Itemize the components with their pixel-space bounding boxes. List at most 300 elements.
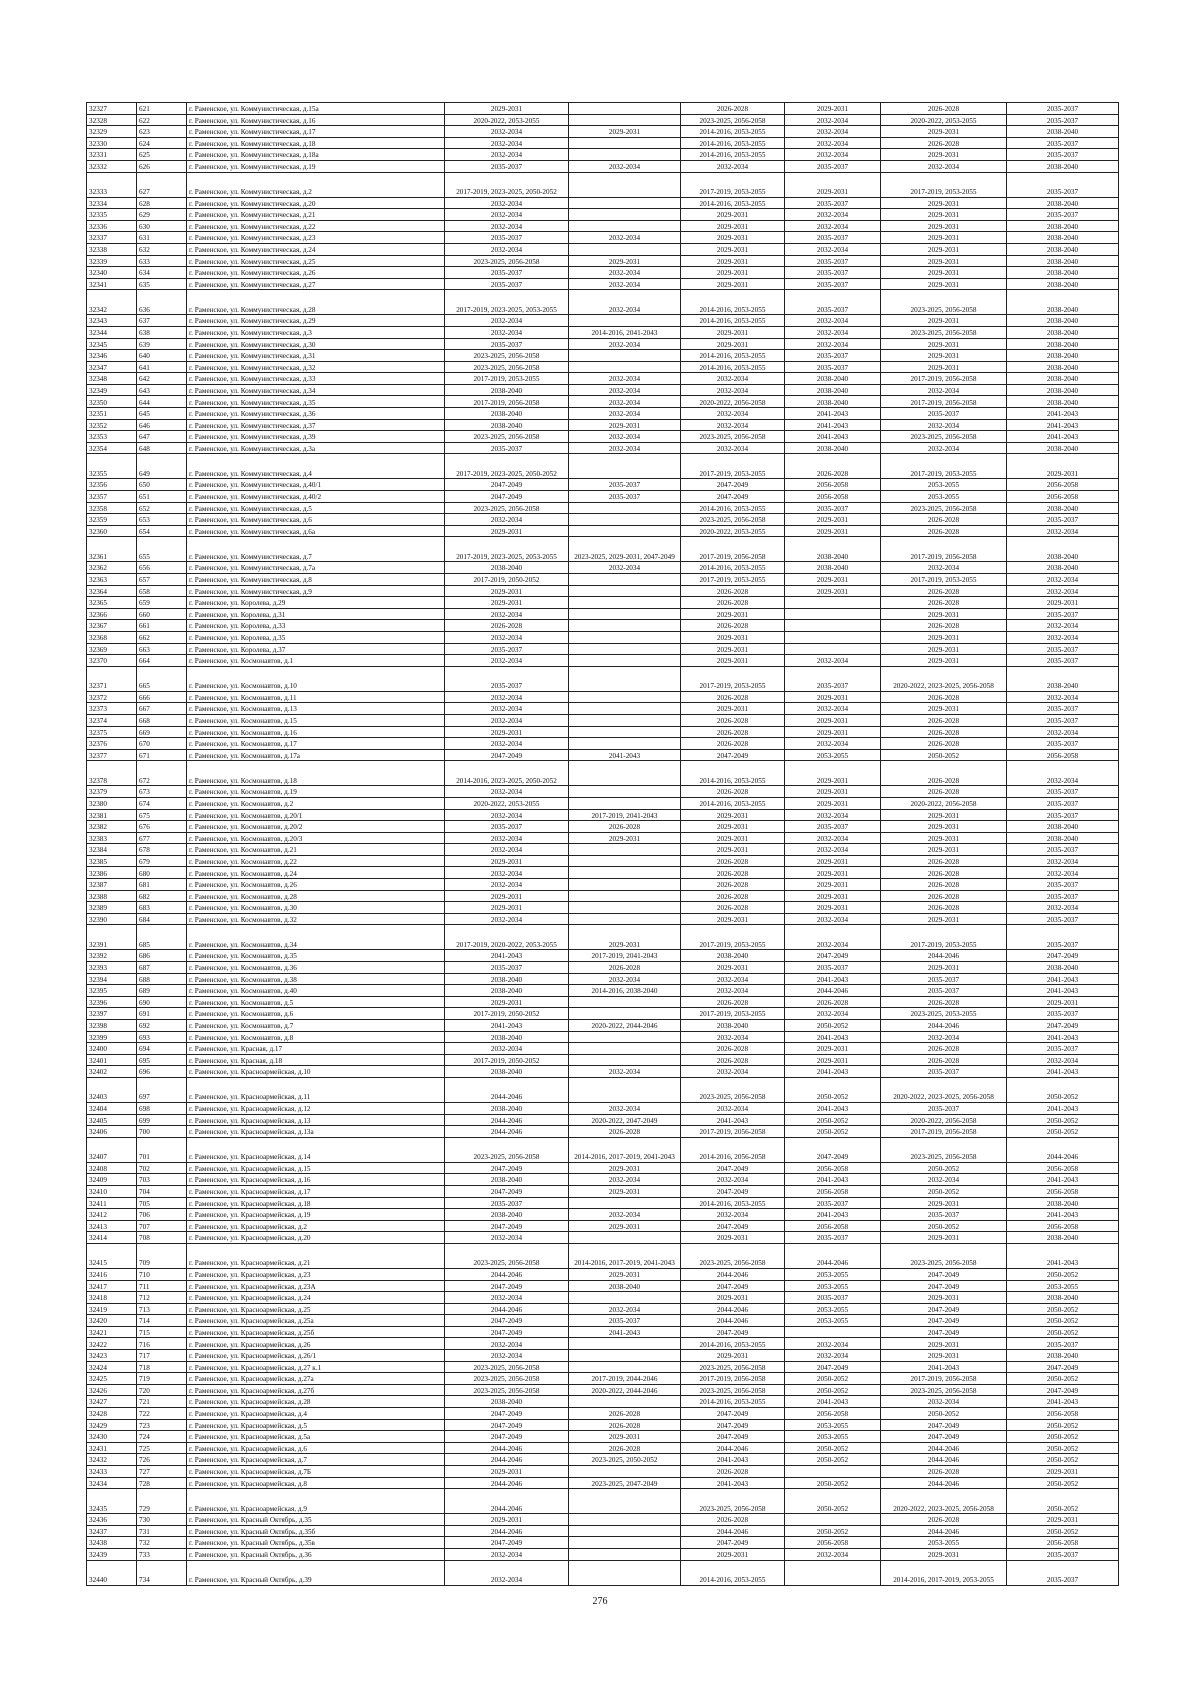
cell-period-1: 2017-2019, 2023-2025, 2053-2055 [445,290,569,315]
cell-period-5: 2029-2031 [881,255,1007,267]
cell-row-number: 653 [137,514,187,526]
table-row [87,1197,1119,1209]
cell-period-1: 2044-2046 [445,1303,569,1315]
cell-period-1: 2032-2034 [445,809,569,821]
cell-period-6: 2035-2037 [1007,738,1119,750]
table-row [87,996,1119,1008]
table-row [87,278,1119,290]
cell-period-6: 2032-2034 [1007,867,1119,879]
cell-period-1: 2029-2031 [445,585,569,597]
cell-period-1: 2032-2034 [445,209,569,221]
cell-period-3: 2026-2028 [681,1054,785,1066]
cell-period-5: 2023-2025, 2056-2058 [881,1243,1007,1268]
cell-period-4: 2032-2034 [785,809,881,821]
cell-period-4: 2038-2040 [785,562,881,574]
cell-record-id: 32341 [87,278,137,290]
cell-row-number: 687 [137,962,187,974]
cell-period-6: 2035-2037 [1007,809,1119,821]
cell-address: г. Раменское, ул. Красноармейская, д.27а [187,1373,445,1385]
cell-record-id: 32385 [87,855,137,867]
cell-record-id: 32419 [87,1303,137,1315]
cell-period-5: 2050-2052 [881,749,1007,761]
cell-period-5: 2026-2028 [881,761,1007,786]
table-row [87,786,1119,798]
cell-period-2: 2029-2031 [569,1220,681,1232]
cell-address: г. Раменское, ул. Красноармейская, д.25 [187,1303,445,1315]
table-row [87,361,1119,373]
cell-period-2: 2029-2031 [569,419,681,431]
cell-period-4: 2050-2052 [785,1525,881,1537]
cell-row-number: 718 [137,1361,187,1373]
cell-address: г. Раменское, ул. Красноармейская, д.23 [187,1268,445,1280]
cell-period-4: 2038-2040 [785,384,881,396]
cell-period-1: 2047-2049 [445,1419,569,1431]
cell-address: г. Раменское, ул. Космонавтов, д.16 [187,726,445,738]
cell-period-1: 2023-2025, 2056-2058 [445,1243,569,1268]
cell-period-3: 2026-2028 [681,714,785,726]
cell-period-3: 2044-2046 [681,1268,785,1280]
cell-address: г. Раменское, ул. Космонавтов, д.10 [187,666,445,691]
cell-period-6: 2050-2052 [1007,1077,1119,1102]
cell-address: г. Раменское, ул. Космонавтов, д.20/3 [187,832,445,844]
table-row [87,1043,1119,1055]
cell-period-4: 2053-2055 [785,1303,881,1315]
cell-row-number: 662 [137,631,187,643]
cell-period-3: 2029-2031 [681,278,785,290]
cell-period-4: 2038-2040 [785,373,881,385]
cell-period-1: 2044-2046 [445,1477,569,1489]
cell-period-6: 2041-2043 [1007,973,1119,985]
cell-record-id: 32357 [87,491,137,503]
table-row [87,1408,1119,1420]
table-row [87,491,1119,503]
cell-address: г. Раменское, ул. Красноармейская, д.9 [187,1489,445,1514]
cell-row-number: 660 [137,608,187,620]
cell-record-id: 32393 [87,962,137,974]
table-row [87,1431,1119,1443]
cell-row-number: 680 [137,867,187,879]
table-row [87,844,1119,856]
table-row [87,1054,1119,1066]
cell-period-2: 2032-2034 [569,290,681,315]
cell-period-3: 2023-2025, 2056-2058 [681,431,785,443]
cell-period-5: 2014-2016, 2017-2019, 2053-2055 [881,1560,1007,1585]
cell-record-id: 32366 [87,608,137,620]
cell-period-2: 2032-2034 [569,1066,681,1078]
table-row [87,1280,1119,1292]
cell-row-number: 732 [137,1537,187,1549]
cell-period-5: 2050-2052 [881,1408,1007,1420]
cell-period-1: 2017-2019, 2023-2025, 2050-2052 [445,172,569,197]
cell-record-id: 32411 [87,1197,137,1209]
cell-record-id: 32414 [87,1232,137,1244]
cell-period-4: 2044-2046 [785,1243,881,1268]
cell-period-1: 2032-2034 [445,786,569,798]
table-row [87,726,1119,738]
cell-period-4: 2035-2037 [785,278,881,290]
cell-address: г. Раменское, ул. Красноармейская, д.24 [187,1292,445,1304]
cell-period-1: 2023-2025, 2056-2058 [445,255,569,267]
table-row [87,608,1119,620]
cell-period-2 [569,797,681,809]
cell-row-number: 622 [137,114,187,126]
cell-period-5: 2053-2055 [881,491,1007,503]
cell-period-3: 2014-2016, 2053-2055 [681,315,785,327]
cell-address: г. Раменское, ул. Коммунистическая, д.6 [187,514,445,526]
cell-period-5: 2029-2031 [881,126,1007,138]
cell-period-5: 2017-2019, 2056-2058 [881,396,1007,408]
cell-period-2 [569,1338,681,1350]
cell-period-5: 2023-2025, 2056-2058 [881,290,1007,315]
cell-period-5: 2029-2031 [881,278,1007,290]
cell-period-1: 2038-2040 [445,1396,569,1408]
cell-period-1: 2038-2040 [445,419,569,431]
cell-row-number: 648 [137,442,187,454]
cell-period-3: 2023-2025, 2056-2058 [681,514,785,526]
cell-row-number: 690 [137,996,187,1008]
cell-period-3: 2038-2040 [681,950,785,962]
cell-period-6: 2038-2040 [1007,338,1119,350]
cell-row-number: 638 [137,326,187,338]
cell-record-id: 32429 [87,1419,137,1431]
table-row [87,1537,1119,1549]
cell-period-1: 2032-2034 [445,514,569,526]
cell-period-4: 2029-2031 [785,797,881,809]
cell-period-4: 2032-2034 [785,220,881,232]
cell-period-3: 2029-2031 [681,703,785,715]
cell-period-4: 2035-2037 [785,255,881,267]
cell-period-6: 2038-2040 [1007,220,1119,232]
cell-record-id: 32425 [87,1373,137,1385]
cell-period-1: 2023-2025, 2056-2058 [445,1384,569,1396]
cell-address: г. Раменское, ул. Красноармейская, д.5а [187,1431,445,1443]
cell-period-4: 2032-2034 [785,925,881,950]
cell-period-3: 2014-2016, 2053-2055 [681,761,785,786]
cell-period-3: 2023-2025, 2056-2058 [681,1243,785,1268]
cell-row-number: 675 [137,809,187,821]
cell-period-2: 2038-2040 [569,1280,681,1292]
cell-address: г. Раменское, ул. Коммунистическая, д.17 [187,126,445,138]
cell-row-number: 655 [137,537,187,562]
cell-period-4: 2026-2028 [785,996,881,1008]
cell-row-number: 671 [137,749,187,761]
cell-period-6: 2047-2049 [1007,950,1119,962]
cell-period-4: 2050-2052 [785,1373,881,1385]
cell-period-2 [569,502,681,514]
table-row [87,419,1119,431]
cell-period-3: 2020-2022, 2056-2058 [681,396,785,408]
cell-address: г. Раменское, ул. Красноармейская, д.2 [187,1220,445,1232]
cell-period-6: 2056-2058 [1007,1185,1119,1197]
table-row [87,514,1119,526]
cell-record-id: 32408 [87,1162,137,1174]
cell-address: г. Раменское, ул. Космонавтов, д.17а [187,749,445,761]
cell-period-6: 2041-2043 [1007,985,1119,997]
cell-period-2 [569,149,681,161]
table-row [87,1174,1119,1186]
cell-row-number: 621 [137,103,187,115]
cell-period-2: 2026-2028 [569,962,681,974]
cell-period-2 [569,786,681,798]
cell-period-3: 2038-2040 [681,1020,785,1032]
cell-row-number: 716 [137,1338,187,1350]
cell-row-number: 679 [137,855,187,867]
cell-period-2: 2032-2034 [569,338,681,350]
cell-period-4: 2041-2043 [785,1396,881,1408]
table-row [87,879,1119,891]
cell-period-2 [569,1466,681,1478]
table-row [87,103,1119,115]
cell-period-2 [569,1232,681,1244]
cell-period-6: 2035-2037 [1007,1008,1119,1020]
cell-record-id: 32340 [87,267,137,279]
cell-period-1: 2038-2040 [445,1174,569,1186]
cell-period-1: 2023-2025, 2056-2058 [445,502,569,514]
cell-period-3: 2047-2049 [681,1326,785,1338]
table-row [87,925,1119,950]
cell-period-1: 2023-2025, 2056-2058 [445,350,569,362]
cell-period-1: 2032-2034 [445,197,569,209]
cell-period-5: 2029-2031 [881,655,1007,667]
cell-period-2: 2035-2037 [569,479,681,491]
cell-row-number: 654 [137,525,187,537]
cell-period-4: 2032-2034 [785,913,881,925]
cell-period-6: 2029-2031 [1007,597,1119,609]
cell-period-3: 2014-2016, 2053-2055 [681,1396,785,1408]
cell-period-2: 2041-2043 [569,749,681,761]
cell-row-number: 727 [137,1466,187,1478]
cell-row-number: 700 [137,1126,187,1138]
cell-record-id: 32343 [87,315,137,327]
cell-row-number: 691 [137,1008,187,1020]
cell-address: г. Раменское, ул. Красноармейская, д.25б [187,1326,445,1338]
cell-address: г. Раменское, ул. Красный Октябрь, д.39 [187,1560,445,1585]
cell-period-2: 2029-2031 [569,1431,681,1443]
cell-period-2: 2029-2031 [569,1185,681,1197]
cell-period-2 [569,1292,681,1304]
cell-period-3: 2014-2016, 2053-2055 [681,562,785,574]
cell-period-4: 2029-2031 [785,574,881,586]
cell-period-6: 2056-2058 [1007,749,1119,761]
cell-period-6: 2035-2037 [1007,209,1119,221]
cell-record-id: 32437 [87,1525,137,1537]
cell-period-2 [569,315,681,327]
cell-period-6: 2029-2031 [1007,454,1119,479]
cell-period-4: 2053-2055 [785,1268,881,1280]
table-row [87,962,1119,974]
cell-period-5: 2029-2031 [881,315,1007,327]
cell-period-1: 2035-2037 [445,1197,569,1209]
table-row [87,267,1119,279]
cell-row-number: 733 [137,1548,187,1560]
cell-period-1: 2047-2049 [445,1185,569,1197]
cell-period-3: 2014-2016, 2053-2055 [681,1197,785,1209]
cell-period-6: 2038-2040 [1007,326,1119,338]
cell-period-1: 2023-2025, 2056-2058 [445,1361,569,1373]
cell-record-id: 32363 [87,574,137,586]
cell-period-3: 2026-2028 [681,726,785,738]
cell-record-id: 32332 [87,160,137,172]
cell-period-3: 2017-2019, 2053-2055 [681,666,785,691]
cell-period-3: 2029-2031 [681,255,785,267]
cell-period-5: 2029-2031 [881,1350,1007,1362]
cell-row-number: 652 [137,502,187,514]
cell-period-6: 2035-2037 [1007,1338,1119,1350]
cell-record-id: 32426 [87,1384,137,1396]
cell-period-6: 2050-2052 [1007,1525,1119,1537]
cell-period-4: 2041-2043 [785,431,881,443]
cell-period-4: 2029-2031 [785,786,881,798]
cell-period-5: 2029-2031 [881,1548,1007,1560]
cell-period-6: 2041-2043 [1007,1174,1119,1186]
cell-period-3: 2026-2028 [681,890,785,902]
cell-period-4: 2035-2037 [785,821,881,833]
cell-period-1: 2044-2046 [445,1442,569,1454]
cell-address: г. Раменское, ул. Космонавтов, д.18 [187,761,445,786]
cell-address: г. Раменское, ул. Королева, д.29 [187,597,445,609]
cell-period-1: 2032-2034 [445,703,569,715]
cell-record-id: 32352 [87,419,137,431]
cell-period-5: 2044-2046 [881,1525,1007,1537]
cell-row-number: 634 [137,267,187,279]
cell-record-id: 32389 [87,902,137,914]
cell-period-4: 2056-2058 [785,479,881,491]
cell-period-6: 2038-2040 [1007,1197,1119,1209]
cell-period-4: 2032-2034 [785,243,881,255]
cell-address: г. Раменское, ул. Красноармейская, д.18 [187,1197,445,1209]
cell-row-number: 625 [137,149,187,161]
cell-period-5: 2047-2049 [881,1280,1007,1292]
cell-period-2 [569,867,681,879]
cell-period-4: 2035-2037 [785,290,881,315]
cell-period-3: 2032-2034 [681,985,785,997]
cell-period-2: 2014-2016, 2017-2019, 2041-2043 [569,1137,681,1162]
cell-row-number: 657 [137,574,187,586]
cell-period-1: 2032-2034 [445,1043,569,1055]
cell-period-4 [785,608,881,620]
cell-period-2: 2014-2016, 2041-2043 [569,326,681,338]
table-row [87,1126,1119,1138]
table-row [87,1361,1119,1373]
cell-record-id: 32329 [87,126,137,138]
cell-period-6: 2053-2055 [1007,1280,1119,1292]
cell-period-5: 2029-2031 [881,361,1007,373]
table-row [87,1020,1119,1032]
cell-period-2 [569,913,681,925]
cell-address: г. Раменское, ул. Коммунистическая, д.18а [187,149,445,161]
cell-period-4: 2029-2031 [785,714,881,726]
cell-record-id: 32409 [87,1174,137,1186]
cell-period-6: 2038-2040 [1007,232,1119,244]
cell-period-1: 2047-2049 [445,1220,569,1232]
cell-period-4: 2029-2031 [785,103,881,115]
cell-period-5: 2026-2028 [881,103,1007,115]
cell-row-number: 725 [137,1442,187,1454]
cell-period-4: 2050-2052 [785,1477,881,1489]
cell-period-3: 2023-2025, 2056-2058 [681,114,785,126]
cell-row-number: 714 [137,1315,187,1327]
cell-period-6: 2041-2043 [1007,1396,1119,1408]
cell-period-1: 2029-2031 [445,1466,569,1478]
cell-period-4 [785,631,881,643]
cell-period-6: 2038-2040 [1007,315,1119,327]
cell-period-6: 2041-2043 [1007,431,1119,443]
table-row [87,1102,1119,1114]
cell-period-6: 2050-2052 [1007,1303,1119,1315]
table-row [87,1008,1119,1020]
cell-period-4: 2053-2055 [785,1315,881,1327]
cell-period-1: 2044-2046 [445,1268,569,1280]
cell-period-4: 2032-2034 [785,137,881,149]
table-row [87,655,1119,667]
cell-period-1: 2035-2037 [445,821,569,833]
cell-period-3: 2041-2043 [681,1477,785,1489]
cell-period-3: 2023-2025, 2056-2058 [681,1384,785,1396]
cell-period-2: 2041-2043 [569,1326,681,1338]
cell-period-6: 2035-2037 [1007,890,1119,902]
cell-row-number: 628 [137,197,187,209]
cell-period-6: 2035-2037 [1007,925,1119,950]
cell-address: г. Раменское, ул. Коммунистическая, д.23 [187,232,445,244]
cell-period-5: 2026-2028 [881,855,1007,867]
cell-period-6: 2050-2052 [1007,1477,1119,1489]
cell-record-id: 32365 [87,597,137,609]
cell-period-4: 2029-2031 [785,585,881,597]
cell-period-3: 2017-2019, 2053-2055 [681,172,785,197]
cell-period-3: 2029-2031 [681,1350,785,1362]
cell-period-5: 2017-2019, 2053-2055 [881,454,1007,479]
cell-period-6: 2035-2037 [1007,797,1119,809]
cell-row-number: 651 [137,491,187,503]
table-row [87,867,1119,879]
cell-period-5: 2023-2025, 2053-2055 [881,1008,1007,1020]
table-row [87,855,1119,867]
cell-row-number: 713 [137,1303,187,1315]
cell-period-2 [569,114,681,126]
cell-period-3: 2047-2049 [681,1185,785,1197]
cell-period-5: 2020-2022, 2053-2055 [881,114,1007,126]
cell-period-2: 2032-2034 [569,278,681,290]
cell-record-id: 32370 [87,655,137,667]
table-row [87,691,1119,703]
cell-period-1: 2047-2049 [445,1162,569,1174]
cell-period-2 [569,454,681,479]
cell-period-5: 2029-2031 [881,209,1007,221]
cell-period-5: 2050-2052 [881,1220,1007,1232]
cell-row-number: 729 [137,1489,187,1514]
cell-period-1: 2038-2040 [445,384,569,396]
cell-record-id: 32421 [87,1326,137,1338]
cell-period-3: 2032-2034 [681,1031,785,1043]
cell-period-1: 2044-2046 [445,1126,569,1138]
cell-period-4: 2056-2058 [785,1185,881,1197]
cell-period-3: 2014-2016, 2053-2055 [681,197,785,209]
cell-address: г. Раменское, ул. Космонавтов, д.15 [187,714,445,726]
cell-address: г. Раменское, ул. Коммунистическая, д.20 [187,197,445,209]
cell-period-4 [785,620,881,632]
cell-period-6: 2038-2040 [1007,962,1119,974]
cell-period-4: 2035-2037 [785,666,881,691]
cell-period-1: 2029-2031 [445,890,569,902]
table-row [87,1292,1119,1304]
cell-row-number: 656 [137,562,187,574]
cell-period-2 [569,1396,681,1408]
table-row [87,160,1119,172]
cell-address: г. Раменское, ул. Космонавтов, д.11 [187,691,445,703]
table-row [87,1303,1119,1315]
cell-period-3: 2026-2028 [681,691,785,703]
cell-row-number: 699 [137,1114,187,1126]
